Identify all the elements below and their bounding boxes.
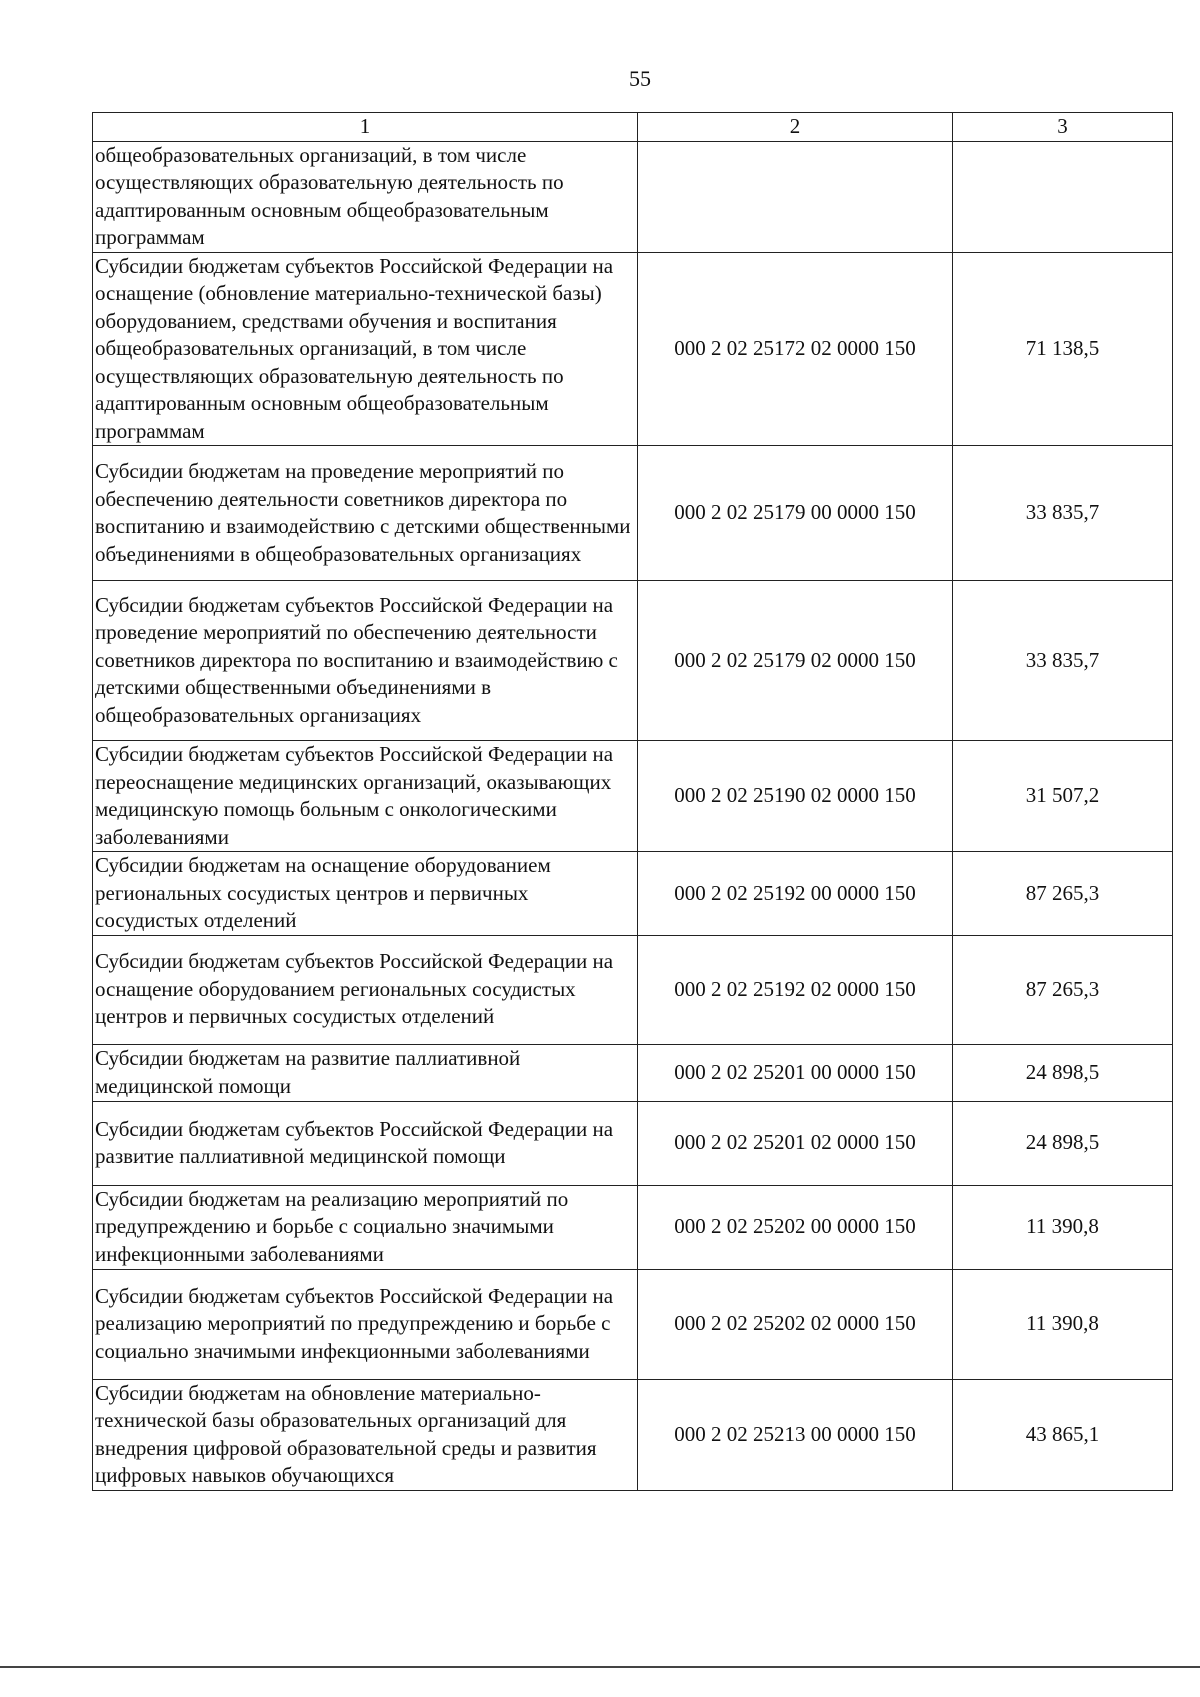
row-description: Субсидии бюджетам на обновление материально-технической базы образовательных организаций для внедрения цифровой образовательной среды и развития цифровых навыков обучающихся — [93, 1379, 638, 1490]
header-row — [93, 113, 1173, 142]
column-header-2: 2 — [638, 113, 953, 142]
table-row — [93, 446, 1173, 581]
row-description: общеобразовательных организаций, в том числе осуществляющих образовательную деятельность по адаптированным основным общеобразовательным программам — [93, 141, 638, 252]
row-amount: 11 390,8 — [953, 1269, 1173, 1379]
table-row — [93, 1185, 1173, 1269]
row-code: 000 2 02 25202 00 0000 150 — [638, 1185, 953, 1269]
row-amount: 87 265,3 — [953, 935, 1173, 1044]
row-code: 000 2 02 25179 00 0000 150 — [638, 446, 953, 581]
row-description: Субсидии бюджетам субъектов Российской Федерации на проведение мероприятий по обеспечению деятельности советников директора по воспитанию и взаимодействию с детскими общественными объединениями в общеобразовательных организациях — [93, 581, 638, 741]
row-amount: 33 835,7 — [953, 581, 1173, 741]
row-code: 000 2 02 25172 02 0000 150 — [638, 252, 953, 446]
column-header-1: 1 — [93, 113, 638, 142]
table-row — [93, 252, 1173, 446]
row-amount: 43 865,1 — [953, 1379, 1173, 1490]
row-description: Субсидии бюджетам субъектов Российской Федерации на оснащение оборудованием региональных сосудистых центров и первичных сосудистых отделений — [93, 935, 638, 1044]
row-description: Субсидии бюджетам субъектов Российской Федерации на оснащение (обновление материально-технической базы) оборудованием, средствами обучения и воспитания общеобразовательных организаций, в том числе осуществляющих образовательную деятельность по адаптированным основным общеобразовательным программам — [93, 252, 638, 446]
row-description: Субсидии бюджетам на проведение мероприятий по обеспечению деятельности советников директора по воспитанию и взаимодействию с детскими общественными объединениями в общеобразовательных организациях — [93, 446, 638, 581]
table-row — [93, 741, 1173, 852]
row-amount: 31 507,2 — [953, 741, 1173, 852]
column-header-3: 3 — [953, 113, 1173, 142]
row-amount: 11 390,8 — [953, 1185, 1173, 1269]
row-code: 000 2 02 25192 02 0000 150 — [638, 935, 953, 1044]
table-row — [93, 1101, 1173, 1185]
table-row — [93, 581, 1173, 741]
table-row — [93, 1269, 1173, 1379]
table-row — [93, 1044, 1173, 1101]
row-code: 000 2 02 25213 00 0000 150 — [638, 1379, 953, 1490]
row-description: Субсидии бюджетам на реализацию мероприятий по предупреждению и борьбе с социально значимыми инфекционными заболеваниями — [93, 1185, 638, 1269]
page-number: 55 — [629, 66, 651, 91]
table-row — [93, 1379, 1173, 1490]
row-code: 000 2 02 25192 00 0000 150 — [638, 852, 953, 936]
row-amount: 24 898,5 — [953, 1101, 1173, 1185]
row-code: 000 2 02 25190 02 0000 150 — [638, 741, 953, 852]
table-row — [93, 141, 1173, 252]
row-description: Субсидии бюджетам субъектов Российской Федерации на реализацию мероприятий по предупреждению и борьбе с социально значимыми инфекционными заболеваниями — [93, 1269, 638, 1379]
budget-table — [92, 112, 1173, 1491]
table-row — [93, 935, 1173, 1044]
row-code: 000 2 02 25202 02 0000 150 — [638, 1269, 953, 1379]
table-row — [93, 852, 1173, 936]
row-description: Субсидии бюджетам на развитие паллиативной медицинской помощи — [93, 1044, 638, 1101]
row-code — [638, 141, 953, 252]
bottom-rule — [0, 1666, 1200, 1668]
row-code: 000 2 02 25201 00 0000 150 — [638, 1044, 953, 1101]
row-amount: 87 265,3 — [953, 852, 1173, 936]
row-amount: 24 898,5 — [953, 1044, 1173, 1101]
row-description: Субсидии бюджетам субъектов Российской Федерации на переоснащение медицинских организаций, оказывающих медицинскую помощь больным с онкологическими заболеваниями — [93, 741, 638, 852]
row-description: Субсидии бюджетам на оснащение оборудованием региональных сосудистых центров и первичных сосудистых отделений — [93, 852, 638, 936]
row-code: 000 2 02 25201 02 0000 150 — [638, 1101, 953, 1185]
row-amount — [953, 141, 1173, 252]
row-amount: 33 835,7 — [953, 446, 1173, 581]
row-code: 000 2 02 25179 02 0000 150 — [638, 581, 953, 741]
row-description: Субсидии бюджетам субъектов Российской Федерации на развитие паллиативной медицинской помощи — [93, 1101, 638, 1185]
row-amount: 71 138,5 — [953, 252, 1173, 446]
